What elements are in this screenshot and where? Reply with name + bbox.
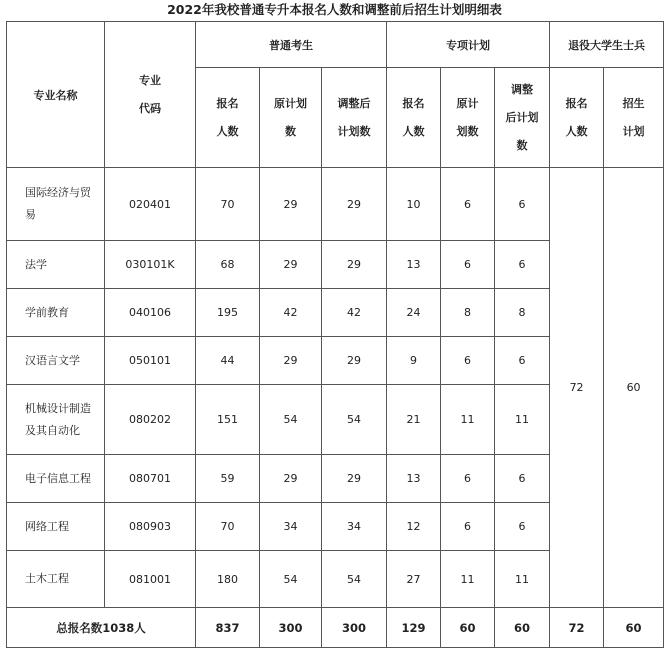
cell-sp-adj: 6 bbox=[495, 503, 550, 551]
cell-code: 040106 bbox=[105, 289, 196, 337]
cell-sp-orig: 6 bbox=[441, 503, 495, 551]
cell-sp-adj: 8 bbox=[495, 289, 550, 337]
cell-major-name bbox=[7, 385, 105, 455]
major-name-line: 机械设计制造 bbox=[25, 401, 91, 415]
cell-code: 050101 bbox=[105, 337, 196, 385]
cell-sp-apply: 13 bbox=[387, 455, 441, 503]
cell-reg-apply: 68 bbox=[196, 241, 260, 289]
cell-code: 020401 bbox=[105, 168, 196, 241]
total-vet-plan: 60 bbox=[604, 608, 664, 648]
header-row-groups bbox=[7, 22, 664, 68]
header-text: 人数 bbox=[216, 124, 239, 138]
cell-reg-orig: 54 bbox=[260, 385, 322, 455]
cell-sp-adj: 6 bbox=[495, 241, 550, 289]
cell-reg-apply: 195 bbox=[196, 289, 260, 337]
cell-major-name bbox=[7, 168, 105, 241]
cell-sp-apply: 27 bbox=[387, 551, 441, 608]
cell-code: 080202 bbox=[105, 385, 196, 455]
total-sp-orig: 60 bbox=[441, 608, 495, 648]
header-text: 报名 bbox=[216, 96, 239, 110]
cell-reg-apply: 44 bbox=[196, 337, 260, 385]
cell-major-name bbox=[7, 289, 105, 337]
cell-reg-adj: 54 bbox=[322, 551, 387, 608]
cell-sp-adj: 11 bbox=[495, 385, 550, 455]
cell-reg-orig: 42 bbox=[260, 289, 322, 337]
table-title: 2022年我校普通专升本报名人数和调整前后招生计划明细表 bbox=[167, 2, 502, 17]
header-text: 原计划 bbox=[274, 96, 307, 110]
cell-reg-adj: 34 bbox=[322, 503, 387, 551]
cell-reg-apply: 59 bbox=[196, 455, 260, 503]
major-name-line: 国际经济与贸 bbox=[25, 186, 91, 199]
header-reg-adj bbox=[322, 68, 387, 168]
cell-sp-adj: 11 bbox=[495, 551, 550, 608]
header-text: 调整后 bbox=[337, 96, 371, 110]
header-sp-apply bbox=[387, 68, 441, 168]
cell-reg-apply: 70 bbox=[196, 503, 260, 551]
cell-reg-adj: 29 bbox=[322, 168, 387, 241]
cell-major-name bbox=[7, 551, 105, 608]
cell-sp-orig: 11 bbox=[441, 551, 495, 608]
cell-sp-apply: 13 bbox=[387, 241, 441, 289]
major-name-line: 学前教育 bbox=[25, 305, 69, 319]
major-name-line: 及其自动化 bbox=[25, 423, 80, 437]
total-vet-apply: 72 bbox=[550, 608, 604, 648]
header-text: 调整 bbox=[511, 82, 534, 96]
header-vet-apply bbox=[550, 68, 604, 168]
cell-sp-apply: 24 bbox=[387, 289, 441, 337]
header-reg-orig bbox=[260, 68, 322, 168]
major-name-line: 网络工程 bbox=[25, 519, 69, 533]
total-sp-adj: 60 bbox=[495, 608, 550, 648]
total-reg-orig: 300 bbox=[260, 608, 322, 648]
enrollment-table bbox=[6, 21, 664, 648]
total-label: 总报名数1038人 bbox=[7, 608, 196, 648]
major-name-line: 汉语言文学 bbox=[25, 353, 80, 367]
cell-sp-adj: 6 bbox=[495, 168, 550, 241]
total-reg-adj: 300 bbox=[322, 608, 387, 648]
cell-major-name bbox=[7, 337, 105, 385]
header-text: 计划 bbox=[622, 124, 645, 138]
cell-reg-apply: 151 bbox=[196, 385, 260, 455]
total-row bbox=[7, 608, 664, 648]
header-major-name: 专业名称 bbox=[7, 22, 105, 168]
cell-reg-adj: 54 bbox=[322, 385, 387, 455]
header-text: 计划数 bbox=[337, 124, 371, 138]
header-text: 人数 bbox=[402, 124, 425, 138]
cell-major-name bbox=[7, 503, 105, 551]
cell-major-name bbox=[7, 455, 105, 503]
header-group-veteran: 退役大学生士兵 bbox=[550, 22, 664, 68]
cell-sp-apply: 10 bbox=[387, 168, 441, 241]
cell-sp-orig: 8 bbox=[441, 289, 495, 337]
cell-sp-orig: 6 bbox=[441, 241, 495, 289]
cell-sp-adj: 6 bbox=[495, 455, 550, 503]
cell-vet-apply: 72 bbox=[550, 168, 604, 608]
major-name-line: 电子信息工程 bbox=[25, 471, 91, 485]
cell-vet-plan: 60 bbox=[604, 168, 664, 608]
cell-reg-adj: 29 bbox=[322, 241, 387, 289]
total-sp-apply: 129 bbox=[387, 608, 441, 648]
cell-reg-orig: 29 bbox=[260, 337, 322, 385]
major-name-line: 土木工程 bbox=[25, 572, 69, 585]
header-text: 后计划 bbox=[505, 110, 539, 124]
cell-sp-apply: 21 bbox=[387, 385, 441, 455]
header-major-code bbox=[105, 22, 196, 168]
cell-reg-adj: 29 bbox=[322, 455, 387, 503]
cell-major-name bbox=[7, 241, 105, 289]
cell-reg-orig: 29 bbox=[260, 168, 322, 241]
header-sp-adj bbox=[495, 68, 550, 168]
cell-reg-adj: 42 bbox=[322, 289, 387, 337]
header-text: 数 bbox=[516, 138, 528, 152]
cell-sp-apply: 12 bbox=[387, 503, 441, 551]
total-reg-apply: 837 bbox=[196, 608, 260, 648]
cell-code: 081001 bbox=[105, 551, 196, 608]
header-text: 报名 bbox=[402, 96, 425, 110]
cell-sp-orig: 11 bbox=[441, 385, 495, 455]
table-row bbox=[7, 168, 664, 241]
header-text: 招生 bbox=[622, 96, 645, 110]
cell-code: 080903 bbox=[105, 503, 196, 551]
header-reg-apply bbox=[196, 68, 260, 168]
cell-reg-orig: 54 bbox=[260, 551, 322, 608]
header-group-special: 专项计划 bbox=[387, 22, 550, 68]
cell-reg-adj: 29 bbox=[322, 337, 387, 385]
header-text: 划数 bbox=[456, 124, 479, 138]
cell-reg-orig: 29 bbox=[260, 455, 322, 503]
cell-sp-apply: 9 bbox=[387, 337, 441, 385]
header-text: 报名 bbox=[565, 96, 588, 110]
cell-sp-orig: 6 bbox=[441, 337, 495, 385]
header-text: 原计 bbox=[456, 96, 479, 110]
cell-reg-apply: 180 bbox=[196, 551, 260, 608]
cell-sp-adj: 6 bbox=[495, 337, 550, 385]
major-name-line: 易 bbox=[25, 208, 36, 221]
cell-sp-orig: 6 bbox=[441, 455, 495, 503]
header-sp-orig bbox=[441, 68, 495, 168]
header-vet-plan bbox=[604, 68, 664, 168]
header-major-code-line1: 专业 bbox=[139, 73, 161, 87]
major-name-line: 法学 bbox=[25, 257, 47, 271]
cell-reg-apply: 70 bbox=[196, 168, 260, 241]
cell-reg-orig: 29 bbox=[260, 241, 322, 289]
cell-code: 080701 bbox=[105, 455, 196, 503]
cell-sp-orig: 6 bbox=[441, 168, 495, 241]
header-text: 数 bbox=[285, 124, 296, 138]
header-group-regular: 普通考生 bbox=[196, 22, 387, 68]
cell-code: 030101K bbox=[105, 241, 196, 289]
header-text: 人数 bbox=[565, 124, 588, 138]
header-major-code-line2: 代码 bbox=[139, 101, 161, 115]
cell-reg-orig: 34 bbox=[260, 503, 322, 551]
